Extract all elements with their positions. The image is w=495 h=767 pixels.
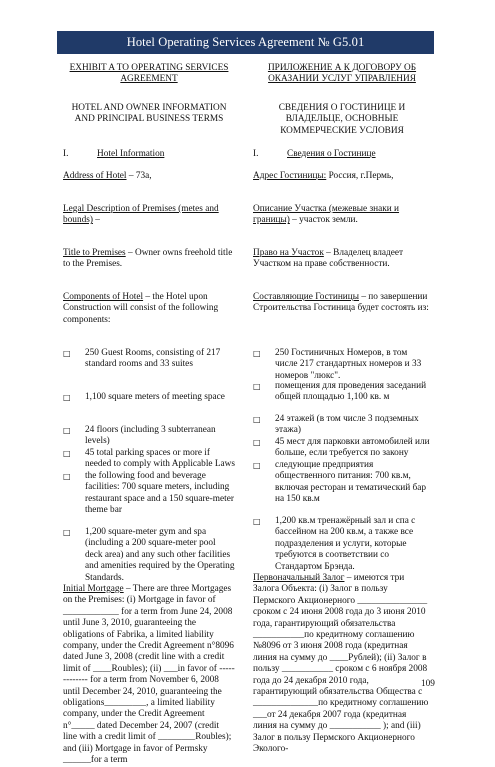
document-header-banner: Hotel Operating Services Agreement № G5.01	[57, 31, 434, 54]
address-value: Россия, г.Пермь,	[326, 171, 394, 181]
checkbox-icon	[253, 516, 275, 562]
checkbox-icon	[63, 471, 85, 516]
checkbox-icon	[63, 348, 85, 381]
list-item	[253, 516, 431, 572]
list-item-text: следующие предприятия общественного питания: 700 кв.м, включая ресторан и тематический бар на 150 кв.м	[275, 460, 427, 505]
mortgage-value: – There are three Mortgages on the Premises: (i) Mortgage in favor of ____________ for a term from June 24, 2008 until June 3, 2010, guaranteeing the obligations of Fabrika, a limited liability company, under the Credit Agreement n°8096 dated June 3, 2008 (credit line with a credit limit of ____Roubles); (ii) ___in favor of ------------- for a term from November 6, 2008 until December 24, 2010, guaranteeing the obligations_________, a limited liability company, under the Credit Agreement n°_____ dated December 24, 2007 (credit line with a credit limit of ________Roubles); and (iii) Mortgage in favor of Permsky ______for a term	[63, 584, 235, 766]
checkbox-icon	[253, 437, 275, 460]
mortgage-paragraph	[253, 573, 431, 756]
list-item-text: 250 Гостиничных Номеров, в том числе 217 стандартных номеров и 33 номеров "люкс".	[275, 348, 422, 381]
section-heading	[63, 149, 235, 171]
mortgage-label: Initial Mortgage	[63, 584, 124, 594]
list-item-text: 1,200 square-meter gym and spa (including a 200 square-meter pool deck area) and any such other facilities and amenities required by the Operating Standards.	[85, 527, 235, 583]
russian-column	[253, 63, 431, 756]
list-item-text: 1,200 кв.м тренажёрный зал и спа с бассейном на 200 кв.м, а также все подразделения и услуги, которые требуются в соответствии со Стандартом Брэнда.	[275, 516, 416, 572]
title-paragraph	[253, 248, 431, 281]
legal-description-label: Описание Участка (межевые знаки и границы)	[253, 204, 400, 226]
list-item	[63, 448, 235, 471]
section-heading	[253, 149, 431, 171]
list-item-text: 24 floors (including 3 subterranean levels)	[85, 425, 216, 447]
list-item-text: 1,100 square meters of meeting space	[85, 392, 225, 402]
list-item	[253, 414, 431, 437]
list-item-text: 45 мест для парковки автомобилей или больше, если требуется по закону	[275, 437, 430, 459]
checkbox-icon	[63, 527, 85, 573]
list-item	[63, 471, 235, 516]
mortgage-value: – имеются три Залога Объекта: (i) Залог в пользу Пермского Акционерного _______________ сроком с 24 июня 2008 года до 3 июня 2010 года, гарантирующий обязательства ___________по кредитному соглашению №8096 от 3 июня 2008 года (кредитная линия на сумму до ____Рублей); (ii) Залог в пользу ___________ сроком с 6 ноября 2008 года до 24 декабря 2010 года, гарантирующий обязательства Общества с ______________по кредитному соглашению ___от 24 декабря 2007 года (кредитная линия на сумму до ___________ ); and (iii) Залог в пользу Пермского Акционерного Эколого-	[253, 573, 429, 755]
list-item-text: 24 этажей (в том числе 3 подземных этажа)	[275, 414, 419, 436]
checkbox-icon	[253, 414, 275, 437]
english-column	[63, 63, 235, 767]
list-item	[253, 437, 431, 460]
address-label: Address of Hotel	[63, 171, 127, 181]
checkbox-icon	[63, 392, 85, 414]
components-paragraph	[253, 292, 431, 337]
list-item-text: the following food and beverage facilities: 700 square meters, including restaurant space and a 150 square-meter theme bar	[85, 471, 234, 516]
list-item	[63, 425, 235, 448]
title-label: Title to Premises	[63, 248, 126, 258]
mortgage-label: Первоначальный Залог	[253, 573, 345, 583]
address-value: – 73a,	[126, 171, 152, 181]
section-title: Hotel Information	[97, 149, 165, 159]
checkbox-icon	[253, 460, 275, 505]
components-paragraph	[63, 292, 235, 337]
legal-description-value: – участок земли.	[289, 215, 358, 226]
title-value: – Owner owns freehold title to the Premises.	[63, 248, 233, 270]
list-item-text: помещения для проведения заседаний общей площадью 1,100 кв. м	[275, 381, 427, 403]
legal-description-value: –	[92, 215, 100, 226]
address-label: Адрес Гостиницы:	[253, 171, 327, 181]
legal-description-label: Legal Description of Premises (metes and bounds)	[63, 204, 219, 226]
title-label: Право на Участок	[253, 248, 324, 258]
exhibit-heading: ПРИЛОЖЕНИЕ А К ДОГОВОРУ ОБ ОКАЗАНИИ УСЛУГ УПРАВЛЕНИЯ	[267, 63, 417, 85]
mortgage-paragraph	[63, 584, 235, 767]
list-item	[63, 348, 235, 381]
list-item	[63, 392, 235, 414]
address-paragraph	[63, 171, 235, 193]
section-subtitle: HOTEL AND OWNER INFORMATION AND PRINCIPAL BUSINESS TERMS	[71, 103, 227, 125]
list-item-text: 45 total parking spaces or more if needed to comply with Applicable Laws	[85, 448, 236, 470]
list-item	[253, 348, 431, 381]
section-subtitle: СВЕДЕНИЯ О ГОСТИНИЦЕ И ВЛАДЕЛЬЦЕ, ОСНОВНЫЕ КОММЕРЧЕСКИЕ УСЛОВИЯ	[278, 103, 406, 136]
checkbox-icon	[63, 425, 85, 448]
section-title: Сведения о Гостинице	[287, 149, 376, 159]
title-paragraph	[63, 248, 235, 281]
section-number: I.	[63, 149, 69, 159]
exhibit-heading: EXHIBIT A TO OPERATING SERVICES AGREEMENT	[69, 63, 229, 85]
checkbox-icon	[253, 381, 275, 403]
legal-description-paragraph	[63, 204, 235, 237]
components-value: – the Hotel upon Construction will consist of the following components:	[63, 292, 219, 325]
components-label: Составляющие Гостиницы	[253, 292, 359, 302]
title-value: – Владелец владеет Участком на праве собственности.	[253, 248, 404, 270]
address-paragraph	[253, 171, 431, 193]
list-item	[253, 460, 431, 505]
section-number: I.	[253, 149, 259, 159]
legal-description-paragraph	[253, 204, 431, 237]
list-item-text: 250 Guest Rooms, consisting of 217 standard rooms and 33 suites	[85, 348, 221, 370]
list-item	[63, 527, 235, 583]
components-value: – по завершении Строительства Гостиница будет состоять из:	[253, 292, 429, 314]
page-number: 109	[421, 679, 435, 689]
checkbox-icon	[253, 348, 275, 381]
list-item	[253, 381, 431, 403]
components-label: Components of Hotel	[63, 292, 144, 302]
checkbox-icon	[63, 448, 85, 471]
